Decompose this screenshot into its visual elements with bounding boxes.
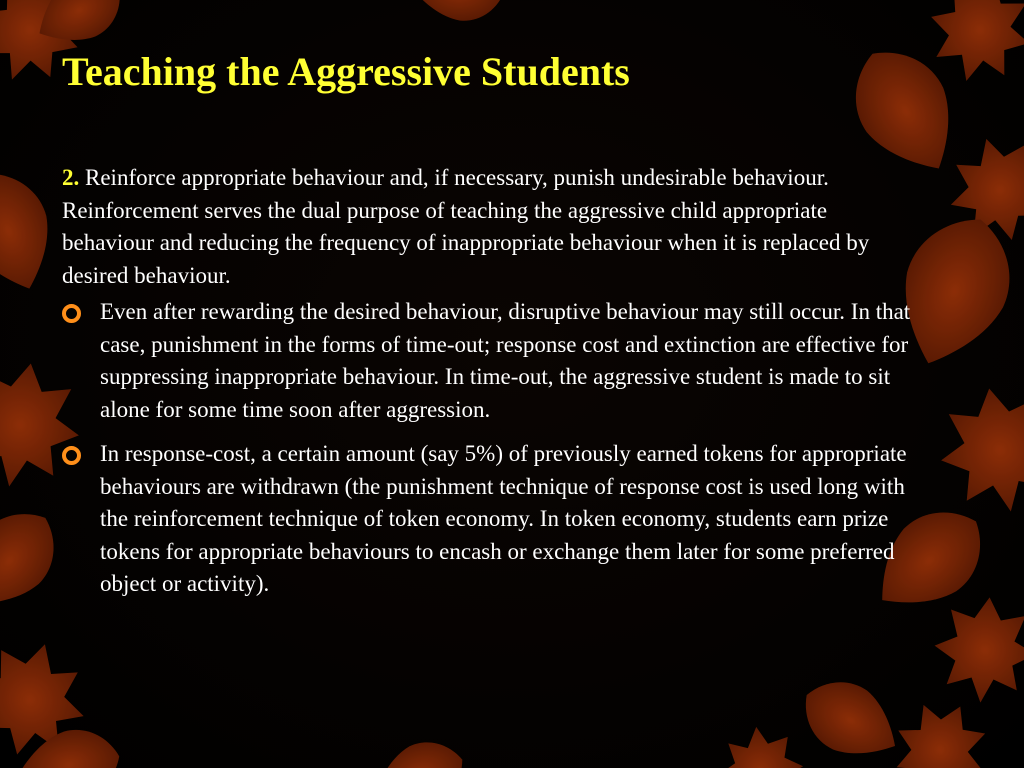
bullet-item [62,296,922,426]
intro-text: Reinforce appropriate behaviour and, if necessary, punish undesirable behaviour. Reinforcement serves the dual purpose of teaching the aggressive child appropriate behaviour and reducing the frequency of inappropriate behaviour when it is replaced by desired behaviour. [62,165,870,288]
hollow-circle-bullet-icon [62,446,81,465]
hollow-circle-bullet-icon [62,304,81,323]
bullet-text: In response-cost, a certain amount (say 5%) of previously earned tokens for appropriate behaviours are withdrawn (the punishment technique of response cost is used long with the reinforcement technique of token economy. In token economy, students earn prize tokens for appropriate behaviours to encash or exchange them later for some preferred object or activity). [100,441,907,596]
intro-number: 2. [62,165,80,190]
bullet-list [62,296,922,601]
bullet-item [62,438,922,601]
intro-paragraph [62,162,922,292]
slide-title: Teaching the Aggressive Students [62,49,630,94]
bullet-text: Even after rewarding the desired behaviour, disruptive behaviour may still occur. In that case, punishment in the forms of time-out; response cost and extinction are effective for suppressing inappropriate behaviour. In time-out, the aggressive student is made to sit alone for some time soon after aggression. [100,299,911,422]
slide-body [62,162,922,613]
